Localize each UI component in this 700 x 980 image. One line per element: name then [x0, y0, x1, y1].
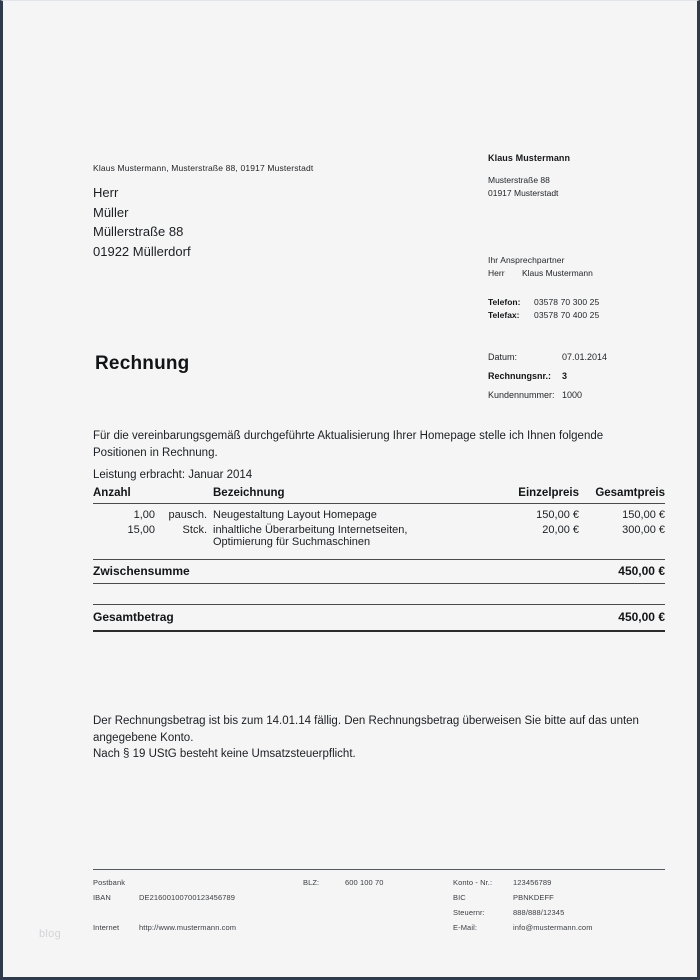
phone-block	[488, 296, 599, 321]
column-header-quantity: Anzahl	[93, 487, 131, 499]
sender-street: Musterstraße 88	[488, 175, 550, 185]
customer-number-row	[488, 386, 607, 405]
invoice-date-value: 07.01.2014	[562, 352, 608, 362]
blz-label: BLZ:	[303, 878, 320, 887]
row-total-price: 150,00 €	[622, 509, 665, 521]
subtotal-value: 450,00 €	[618, 564, 665, 578]
page-title: Rechnung	[95, 353, 190, 374]
account-value: 123456789	[513, 878, 552, 887]
row-unit-price: 20,00 €	[542, 524, 579, 536]
bank-name: Postbank	[93, 878, 126, 887]
invoice-number-label: Rechnungsnr.:	[488, 371, 552, 381]
fax-row	[488, 309, 599, 322]
invoice-meta-block	[488, 348, 607, 405]
email-label: E-Mail:	[453, 923, 478, 932]
blz-value: 600 100 70	[345, 878, 384, 887]
recipient-salutation: Herr	[93, 185, 119, 200]
recipient-street: Müllerstraße 88	[93, 224, 184, 239]
grand-total-label: Gesamtbetrag	[93, 610, 174, 624]
footer-row-iban	[93, 890, 665, 905]
subtotal-rule-bottom	[93, 583, 665, 604]
invoice-number-value: 3	[562, 371, 568, 381]
footer-block	[93, 869, 665, 935]
blog-watermark: blog	[39, 928, 61, 940]
invoice-date-label: Datum:	[488, 352, 518, 362]
sender-name: Klaus Mustermann	[488, 153, 571, 163]
return-address-line: Klaus Mustermann, Musterstraße 88, 01917 Musterstadt	[93, 163, 314, 173]
row-total-price: 300,00 €	[622, 524, 665, 536]
row-unit-price: 150,00 €	[536, 509, 579, 521]
table-row	[93, 504, 665, 523]
table-header-row	[93, 487, 665, 504]
phone-value: 03578 70 300 25	[534, 297, 600, 307]
tax-number-label: Steuernr:	[453, 908, 485, 917]
contact-person-row	[488, 268, 593, 278]
closing-paragraph: Der Rechnungsbetrag ist bis zum 14.01.14 fällig. Den Rechnungsbetrag überweisen Sie bitte auf das unten angegebene Konto.	[93, 715, 639, 744]
paper-sheet	[5, 3, 697, 975]
tax-number-value: 888/888/12345	[513, 908, 565, 917]
iban-value: DE21600100700123456789	[139, 893, 236, 902]
recipient-address-block	[93, 183, 191, 261]
fax-value: 03578 70 400 25	[534, 309, 600, 320]
column-header-total-price: Gesamtpreis	[595, 487, 665, 499]
row-quantity: 15,00	[127, 524, 155, 536]
intro-paragraph: Für die vereinbarungsgemäß durchgeführte Aktualisierung Ihrer Homepage stelle ich Ihnen folgende Positionen in Rechnung.	[93, 430, 604, 459]
sender-city: 01917 Musterstadt	[488, 187, 559, 198]
row-description-line1: Neugestaltung Layout Homepage	[213, 509, 377, 521]
recipient-name: Müller	[93, 204, 129, 220]
customer-number-label: Kundennummer:	[488, 390, 555, 400]
account-label: Konto - Nr.:	[453, 878, 493, 887]
footer-row-tax	[93, 905, 665, 920]
row-unit: pausch.	[168, 509, 207, 521]
internet-label: Internet	[93, 923, 120, 932]
invoice-date-row	[488, 348, 607, 367]
row-description	[213, 504, 491, 523]
total-rule-bottom	[93, 630, 665, 632]
grand-total-row	[93, 605, 665, 630]
footer-row-bank	[93, 875, 665, 890]
line-items-table	[93, 487, 665, 549]
recipient-city: 01922 Müllerdorf	[93, 243, 191, 259]
totals-block	[93, 559, 665, 632]
customer-number-value: 1000	[562, 390, 583, 400]
bic-value: PBNKDEFF	[513, 893, 554, 902]
column-header-description: Bezeichnung	[213, 487, 285, 499]
iban-label: IBAN	[93, 893, 111, 902]
tax-note: Nach § 19 UStG besteht keine Umsatzsteuerpflicht.	[93, 748, 356, 760]
phone-label: Telefon:	[488, 297, 521, 307]
row-description-line2: Optimierung für Suchmaschinen	[213, 536, 371, 548]
contact-prefix: Herr	[488, 268, 505, 278]
sender-address	[488, 174, 570, 199]
grand-total-value: 450,00 €	[618, 610, 665, 624]
subtotal-row	[93, 560, 665, 583]
column-header-unit-price: Einzelpreis	[518, 487, 579, 499]
service-period-line: Leistung erbracht: Januar 2014	[93, 469, 253, 481]
invoice-number-row	[488, 367, 607, 386]
contact-person-block	[488, 255, 593, 278]
phone-row	[488, 296, 599, 309]
contact-heading: Ihr Ansprechpartner	[488, 255, 565, 265]
table-row	[93, 522, 665, 549]
sender-address-block	[488, 153, 570, 199]
row-description	[213, 522, 491, 549]
footer-row-internet	[93, 920, 665, 935]
contact-name: Klaus Mustermann	[522, 268, 593, 278]
row-description-line1: inhaltliche Überarbeitung Internetseiten,	[213, 524, 408, 536]
row-quantity: 1,00	[133, 509, 155, 521]
row-unit: Stck.	[182, 524, 207, 536]
bic-label: BIC	[453, 893, 466, 902]
internet-value[interactable]: http://www.mustermann.com	[139, 923, 237, 932]
fax-label: Telefax:	[488, 309, 520, 320]
email-value[interactable]: info@mustermann.com	[513, 923, 593, 932]
subtotal-label: Zwischensumme	[93, 564, 190, 578]
